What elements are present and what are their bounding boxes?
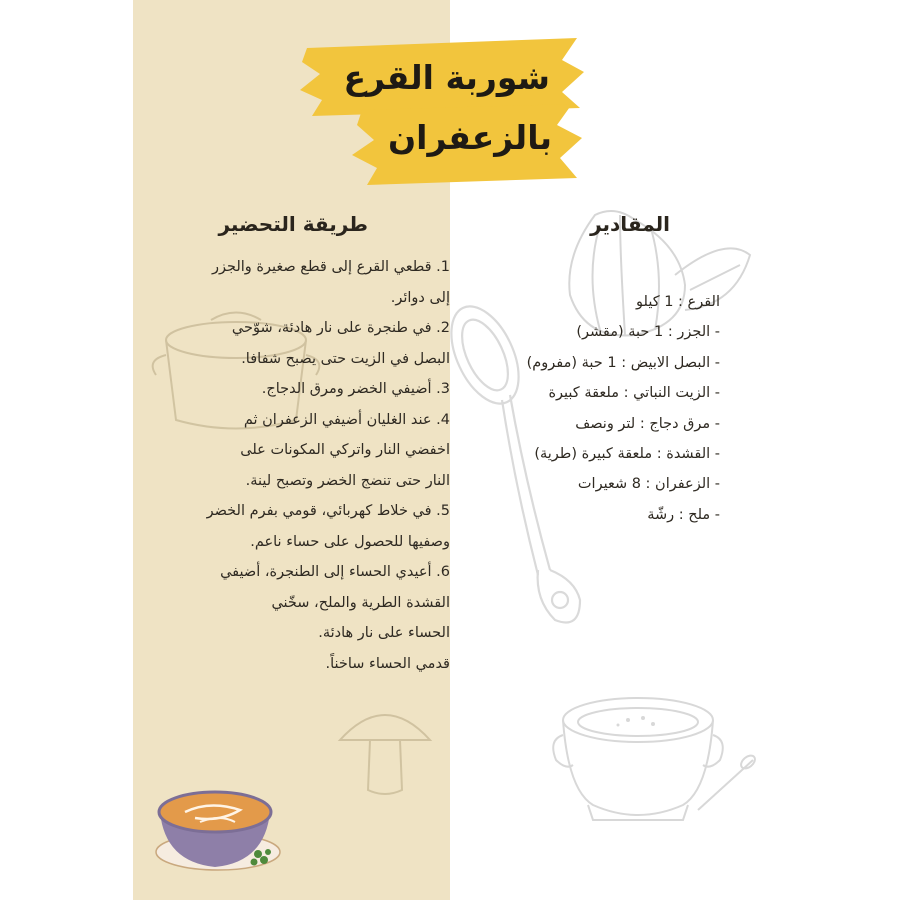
ingredients-heading: المقادير xyxy=(590,212,670,236)
method-heading: طريقة التحضير xyxy=(218,212,368,236)
ingredient-item: القرع : 1 كيلو xyxy=(636,294,720,310)
ingredient-item: - الزعفران : 8 شعيرات xyxy=(577,476,720,493)
step-line: 5. في خلاط كهربائي، قومي بفرم الخضر xyxy=(206,503,450,519)
yellow-brush-stroke-icon xyxy=(292,30,592,190)
step-line: قدمي الحساء ساخناً. xyxy=(325,655,450,672)
mushroom-icon xyxy=(330,690,440,800)
step-line: 3. أضيفي الخضر ومرق الدجاج. xyxy=(261,381,450,397)
title-line-1: شوربة القرع xyxy=(343,58,550,97)
soup-tureen-icon xyxy=(548,680,758,850)
title-line-2: بالزعفران xyxy=(387,118,552,157)
ingredient-item: - الجزر : 1 حبة (مقشر) xyxy=(576,324,720,341)
ingredient-item: - البصل الابيض : 1 حبة (مفروم) xyxy=(526,354,720,371)
step-line: الحساء على نار هادئة. xyxy=(318,625,450,641)
step-line: البصل في الزيت حتى يصبح شفافا. xyxy=(241,350,450,367)
ingredient-item: - الزيت النباتي : ملعقة كبيرة xyxy=(548,385,720,402)
ingredient-item: - القشدة : ملعقة كبيرة (طرية) xyxy=(534,445,720,462)
ingredients-list xyxy=(470,287,720,530)
method-steps xyxy=(145,252,450,679)
step-line: 1. قطعي القرع إلى قطع صغيرة والجزر xyxy=(211,259,450,275)
step-line: 2. في طنجرة على نار هادئة، شوّحي xyxy=(231,320,450,336)
step-line: إلى دوائر. xyxy=(390,289,450,306)
step-line: القشدة الطرية والملح، سخّني xyxy=(271,594,450,611)
soup-bowl-icon xyxy=(150,782,290,882)
step-line: 4. عند الغليان أضيفي الزعفران ثم xyxy=(243,411,450,428)
step-line: اخفضي النار واتركي المكونات على xyxy=(240,442,450,458)
title-block xyxy=(292,30,592,190)
ingredient-item: - ملح : رشّة xyxy=(647,506,720,523)
step-line: وصفيها للحصول على حساء ناعم. xyxy=(250,533,450,550)
step-line: النار حتى تنضج الخضر وتصبح لينة. xyxy=(245,472,450,489)
ingredient-item: - مرق دجاج : لتر ونصف xyxy=(575,415,720,432)
step-line: 6. أعيدي الحساء إلى الطنجرة، أضيفي xyxy=(220,564,450,580)
